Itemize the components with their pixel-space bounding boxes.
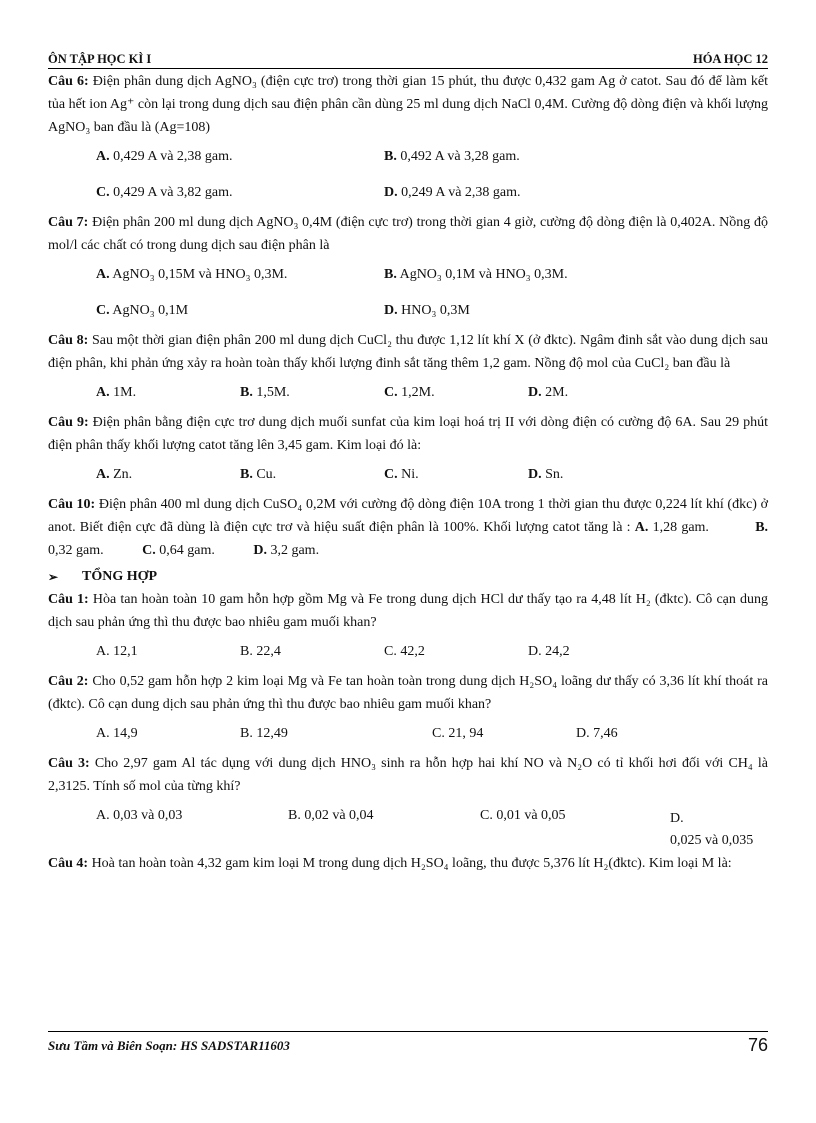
header-right: HÓA HỌC 12 bbox=[692, 52, 768, 66]
options-row bbox=[48, 716, 768, 752]
option-d: D. 2M. bbox=[528, 385, 569, 400]
header-left: ÔN TẬP HỌC KÌ I bbox=[48, 52, 152, 66]
footer-credit: Sưu Tầm và Biên Soạn: HS SADSTAR11603 bbox=[48, 1038, 290, 1053]
option-a: A. 12,1 bbox=[96, 644, 138, 659]
question-text: Hoà tan hoàn toàn 4,32 gam kim loại M trong dung dịch H₂SO₄ loãng, thu được 5,376 lít H₂(đktc). Kim loại M là: bbox=[91, 856, 732, 871]
options-row bbox=[48, 375, 768, 411]
page-number: 76 bbox=[747, 1035, 768, 1055]
question-text: Điện phân 200 ml dung dịch AgNO₃ 0,4M (điện cực trơ) trong thời gian 4 giờ, cường độ dòng điện là 0,402A. Nồng độ mol/l các chất có trong dung dịch sau điện phân là bbox=[48, 215, 768, 253]
option-d: D. 0,249 A và 2,38 gam. bbox=[384, 185, 521, 200]
option-d: D. HNO₃ 0,3M bbox=[384, 303, 470, 318]
question-label: Câu 7: bbox=[48, 215, 89, 230]
option-a: 1,28 gam. bbox=[652, 520, 709, 535]
question-text: Sau một thời gian điện phân 200 ml dung dịch CuCl₂ thu được 1,12 lít khí X (ở đktc). Ngâm đinh sắt vào dung dịch sau điện phân, khi phản ứng xảy ra hoàn toàn thấy khối lượng đinh sắt tăng thêm 1,2 gam. Nồng độ mol của CuCl₂ ban đầu là bbox=[48, 333, 768, 371]
option-c: C. 21, 94 bbox=[432, 726, 484, 741]
question-label: Câu 3: bbox=[48, 756, 90, 771]
options-row bbox=[48, 457, 768, 493]
option-b: B. 22,4 bbox=[240, 644, 281, 659]
question-label: Câu 6: bbox=[48, 74, 89, 89]
option-c: C. 42,2 bbox=[384, 644, 425, 659]
option-d: D. 24,2 bbox=[528, 644, 570, 659]
option-b: B. 0,02 và 0,04 bbox=[288, 808, 374, 823]
question-text: Cho 0,52 gam hỗn hợp 2 kim loại Mg và Fe tan hoàn toàn trong dung dịch H₂SO₄ loãng dư thấy có 3,36 lít khí thoát ra (đktc). Cô cạn dung dịch sau phản ứng thì thu được bao nhiêu gam muối khan? bbox=[48, 674, 769, 712]
option-c: C. Ni. bbox=[384, 467, 419, 482]
option-d: D. Sn. bbox=[528, 467, 564, 482]
option-b: B. 1,5M. bbox=[240, 385, 290, 400]
summary-question-4 bbox=[48, 852, 768, 875]
page-content bbox=[48, 70, 768, 875]
question-label: Câu 8: bbox=[48, 333, 89, 348]
option-c: C. 0,429 A và 3,82 gam. bbox=[96, 185, 233, 200]
option-a: A. 14,9 bbox=[96, 726, 138, 741]
page-header bbox=[48, 52, 768, 69]
option-d: D. 7,46 bbox=[576, 726, 618, 741]
option-d: 3,2 gam. bbox=[270, 543, 320, 558]
option-a: A. AgNO₃ 0,15M và HNO₃ 0,3M. bbox=[96, 267, 288, 282]
options-row bbox=[48, 175, 768, 211]
question-label: Câu 9: bbox=[48, 415, 89, 430]
option-c: C. AgNO₃ 0,1M bbox=[96, 303, 189, 318]
question-6 bbox=[48, 70, 768, 139]
question-label: Câu 4: bbox=[48, 856, 89, 871]
question-text: Hòa tan hoàn toàn 10 gam hỗn hợp gồm Mg và Fe trong dung dịch HCl dư thấy tạo ra 4,48 lít H₂ (đktc). Cô cạn dung dịch sau phản ứng thì thu được bao nhiêu gam muối khan? bbox=[48, 592, 769, 630]
question-8 bbox=[48, 329, 768, 375]
question-7 bbox=[48, 211, 768, 257]
option-a: A. 0,03 và 0,03 bbox=[96, 808, 183, 823]
option-b: 0,32 gam. bbox=[48, 543, 104, 558]
option-c: 0,64 gam. bbox=[159, 543, 215, 558]
option-b: B. 12,49 bbox=[240, 726, 288, 741]
question-label: Câu 2: bbox=[48, 674, 89, 689]
option-b: B. AgNO₃ 0,1M và HNO₃ 0,3M. bbox=[384, 267, 568, 282]
summary-question-1 bbox=[48, 588, 768, 634]
option-c: C. 0,01 và 0,05 bbox=[480, 808, 566, 823]
question-label: Câu 1: bbox=[48, 592, 89, 607]
question-9 bbox=[48, 411, 768, 457]
question-10: Câu 10: Điện phân 400 ml dung dịch CuSO₄ 0,2M với cường độ dòng điện 10A trong 1 thời gian thu được 0,224 lít khí (đkc) ở anot. Biết điện cực đã dùng là điện cực trơ và hiệu suất điện phân là 100%. Khối lượng catot tăng là : A. 1,28 gam. B. 0,32 gam. C. 0,64 gam. D. 3,2 gam. bbox=[48, 497, 769, 558]
option-b: B. Cu. bbox=[240, 467, 277, 482]
options-row bbox=[48, 257, 768, 293]
question-label: Câu 10: bbox=[48, 497, 96, 512]
option-a: A. Zn. bbox=[96, 467, 133, 482]
arrow-icon: ➢ bbox=[48, 570, 59, 584]
option-d: D. 0,025 và 0,035 bbox=[670, 811, 754, 848]
options-row bbox=[48, 634, 768, 670]
question-text: Điện phân dung dịch AgNO₃ (điện cực trơ) trong thời gian 15 phút, thu được 0,432 gam Ag ở catot. Sau đó để làm kết tủa hết ion Ag⁺ còn lại trong dung dịch sau điện phân cần dùng 25 ml dung dịch NaCl 0,4M. Cường độ dòng điện và khối lượng AgNO₃ ban đầu là (Ag=108) bbox=[48, 74, 769, 135]
section-heading bbox=[48, 566, 768, 588]
question-text: Cho 2,97 gam Al tác dụng với dung dịch HNO₃ sinh ra hỗn hợp hai khí NO và N₂O có tỉ khối hơi đối với CH₄ là 2,3125. Tính số mol của từng khí? bbox=[48, 756, 768, 794]
option-a: A. 0,429 A và 2,38 gam. bbox=[96, 149, 233, 164]
option-c: C. 1,2M. bbox=[384, 385, 435, 400]
section-title: TỔNG HỢP bbox=[82, 569, 158, 584]
options-row bbox=[48, 293, 768, 329]
summary-question-2 bbox=[48, 670, 768, 716]
option-b: B. 0,492 A và 3,28 gam. bbox=[384, 149, 520, 164]
option-a: A. 1M. bbox=[96, 385, 137, 400]
options-row bbox=[48, 139, 768, 175]
options-row bbox=[48, 798, 768, 846]
summary-question-3 bbox=[48, 752, 768, 798]
question-text: Điện phân 400 ml dung dịch CuSO₄ 0,2M với cường độ dòng điện 10A trong 1 thời gian thu được 0,224 lít khí (đkc) ở anot. Biết điện cực đã dùng là điện cực trơ và hiệu suất điện phân là 100%. Khối lượng catot tăng là : bbox=[48, 497, 769, 535]
page-footer bbox=[48, 1031, 768, 1058]
question-text: Điện phân bằng điện cực trơ dung dịch muối sunfat của kim loại hoá trị II với dòng điện có cường độ 6A. Sau 29 phút điện phân thấy khối lượng catot tăng lên 3,45 gam. Kim loại đó là: bbox=[48, 415, 769, 453]
